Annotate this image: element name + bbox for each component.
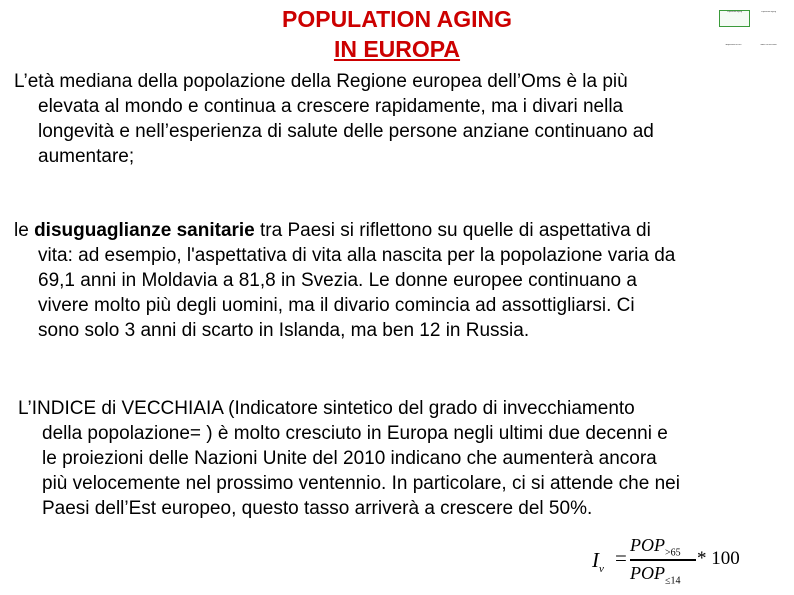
text-rest: tra Paesi si riflettono su quelle di aspettativa di [254,220,651,241]
text-line: le proiezioni delle Nazioni Unite del 2010 indicano che aumenterà ancora [42,448,657,469]
formula-denominator: $POP_{\le 14}$ [630,563,681,587]
text-line: della popolazione= ) è molto cresciuto in Europa negli ultimi due decenni e [42,423,668,444]
thumbnail-box-4: Indice di vecchiaia [760,44,777,46]
text-lead: le [14,220,35,241]
thumbnail-box-3: Aspettativa di vita [725,44,742,46]
fraction-bar [630,559,696,561]
text-line: longevità e nell’esperienza di salute delle persone anziane continuano ad [38,121,654,142]
thumbnail-box-2: Population aging [761,11,776,13]
diagram-thumbnail [712,6,788,64]
paragraph-health-inequalities [14,218,782,343]
formula-multiplier: * 100 [697,548,740,569]
text-line: L’età mediana della popolazione della Regione europea dell’Oms è la più [14,71,628,92]
title-line-1: POPULATION AGING [282,6,512,32]
text-line: aumentare; [38,146,135,167]
text-line: elevata al mondo e continua a crescere rapidamente, ma i divari nella [38,96,624,117]
text-line: L’INDICE di VECCHIAIA (Indicatore sintetico del grado di invecchiamento [18,398,635,419]
text-line [14,218,782,243]
formula-lhs: $I_v$ [592,548,604,576]
emphasis-term: disuguaglianze sanitarie [34,220,255,241]
aging-index-formula [592,535,742,587]
text-line: Paesi dell’Est europeo, questo tasso arriverà a crescere del 50%. [42,498,593,519]
formula-numerator: $POP_{>65}$ [630,535,681,559]
title-line-2: IN EUROPA [333,36,461,62]
text-line: vita: ad esempio, l'aspettativa di vita alla nascita per la popolazione varia da [38,245,676,266]
formula-equals: = [615,546,627,570]
thumbnail-box-1: Population aging [719,10,750,27]
paragraph-median-age [14,69,782,169]
text-line: vivere molto più degli uomini, ma il divario comincia ad assottigliarsi. Ci [38,295,635,316]
text-line: più velocemente nel prossimo ventennio. In particolare, ci si attende che nei [42,473,680,494]
text-line: sono solo 3 anni di scarto in Islanda, ma ben 12 in Russia. [38,320,530,341]
paragraph-aging-index [18,396,786,521]
text-line: 69,1 anni in Moldavia a 81,8 in Svezia. Le donne europee continuano a [38,270,637,291]
slide-title [0,4,794,64]
